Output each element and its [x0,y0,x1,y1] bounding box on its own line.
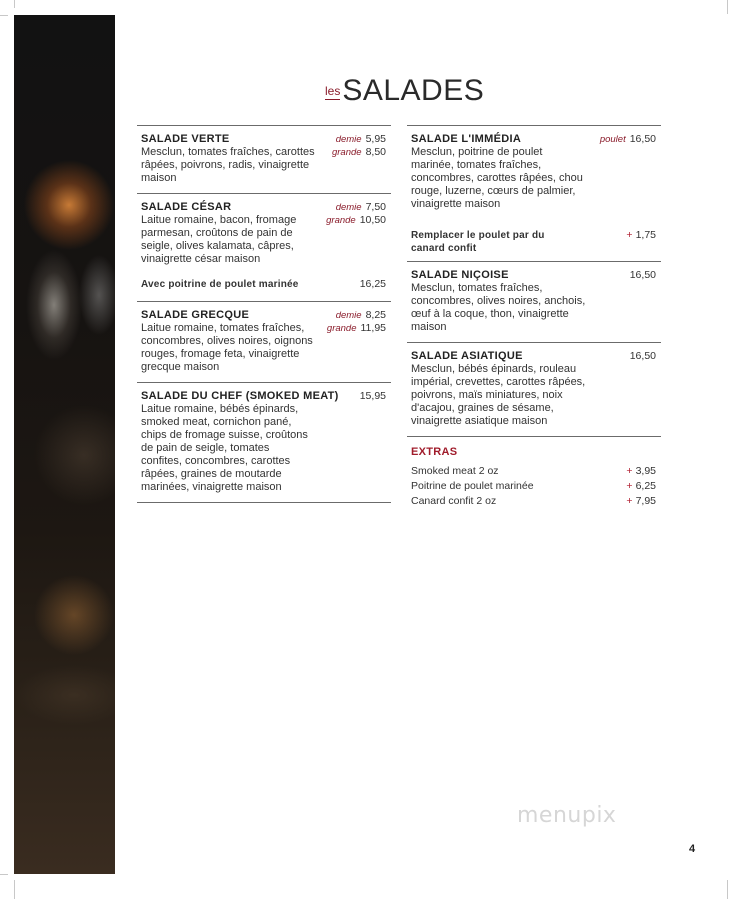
item-name: SALADE GRECQUE [141,309,250,321]
item-name: SALADE L'IMMÉDIA [411,133,522,145]
price-label: grande [331,147,362,158]
price-label: demie [335,202,362,213]
menu-column-right [407,125,661,509]
crop-mark-bottom-left [14,880,15,899]
menu-item-salade-du-chef [137,382,391,502]
item-name: SALADE VERTE [141,133,230,145]
price-value: 8,25 [365,309,386,321]
extra-item [411,479,657,494]
menu-item-salade-verte [137,125,391,193]
item-description: Mesclun, bébés épinards, rouleau impérial, crevettes, carottes râpées, poivrons, maïs miniatures, noix d'acajou, graines de sésame, vinaigrette asiatique maison [411,363,586,427]
title-main: SALADES [342,74,485,107]
extra-price: + 7,95 [626,495,656,507]
crop-mark-bottom-right [727,880,728,899]
divider [137,502,391,503]
addon-name: Remplacer le poulet par du canard confit [411,230,545,254]
menu-addon-canard [407,219,661,261]
menu-column-left [137,125,391,503]
crop-mark-top-left [14,0,15,8]
item-prices [326,201,386,227]
item-description: Laitue romaine, tomates fraîches, concombres, olives noires, oignons rouges, fromage feta, vinaigrette grecque maison [141,322,313,373]
addon-price: 16,25 [359,278,386,290]
item-name: SALADE ASIATIQUE [411,350,523,362]
price-label: demie [335,134,362,145]
menu-item-salade-cesar [137,193,391,274]
extra-item [411,464,657,479]
menu-item-salade-limmedia [407,125,661,219]
item-description: Mesclun, tomates fraîches, carottes râpées, poivrons, radis, vinaigrette maison [141,146,315,184]
extra-item [411,494,657,509]
price-value: 10,50 [359,214,386,226]
item-name: SALADE DU CHEF (SMOKED MEAT) [141,390,339,402]
extras-title: EXTRAS [411,446,458,458]
crop-mark-left-bottom [0,874,8,875]
plus-sign: + [626,229,633,241]
item-prices [630,269,656,282]
price-value: 16,50 [629,133,656,145]
menu-addon-poulet [137,274,391,301]
item-prices [360,390,386,403]
item-description: Laitue romaine, bacon, fromage parmesan, croûtons de pain de seigle, olives kalamata, câpres, vinaigrette césar maison [141,214,297,265]
price-label: grande [326,215,356,226]
price-label: poulet [599,134,626,145]
item-name: SALADE NIÇOISE [411,269,509,281]
price-label: grande [326,323,357,334]
extra-price: + 3,95 [626,465,656,477]
price-label: demie [335,310,362,321]
item-description: Laitue romaine, bébés épinards, smoked meat, cornichon pané, chips de fromage suisse, croûtons de pain de seigle, tomates confites, concombres, carottes râpées, graines de moutarde marinées, vinaigrette maison [141,403,308,493]
crop-mark-left-top [0,15,8,16]
extras-section [407,436,661,509]
extra-price: + 6,25 [626,480,656,492]
price-value: 7,50 [365,201,386,213]
extra-name: Canard confit 2 oz [411,495,497,507]
item-prices [630,350,656,363]
menu-item-salade-grecque [137,301,391,382]
price-value: 5,95 [365,133,386,145]
menu-item-salade-asiatique [407,342,661,436]
crop-mark-top-right [727,0,728,14]
item-description: Mesclun, poitrine de poulet marinée, tomates fraîches, concombres, carottes râpées, chou rouge, luzerne, cœurs de palmier, vinaigrette maison [411,146,583,210]
bar-photo-strip [14,15,115,874]
item-name: SALADE CÉSAR [141,201,232,213]
item-description: Mesclun, tomates fraîches, concombres, olives noires, anchois, œuf à la coque, thon, vinaigrette maison [411,282,586,333]
extra-name: Smoked meat 2 oz [411,465,499,477]
addon-price: + 1,75 [626,229,656,241]
page-title [325,73,484,107]
addon-name: Avec poitrine de poulet marinée [141,279,299,290]
title-prefix: les [325,84,341,98]
menu-item-salade-nicoise [407,261,661,342]
price-value: 15,95 [359,390,386,402]
watermark-logo: menupix [517,803,617,828]
price-value: 8,50 [365,146,386,158]
price-value: 16,50 [629,350,656,362]
item-prices [600,133,656,146]
item-prices [327,309,386,335]
extra-name: Poitrine de poulet marinée [411,480,534,492]
item-prices [332,133,386,159]
price-value: 11,95 [360,322,386,334]
page-number: 4 [689,843,696,855]
price-value: 16,50 [629,269,656,281]
